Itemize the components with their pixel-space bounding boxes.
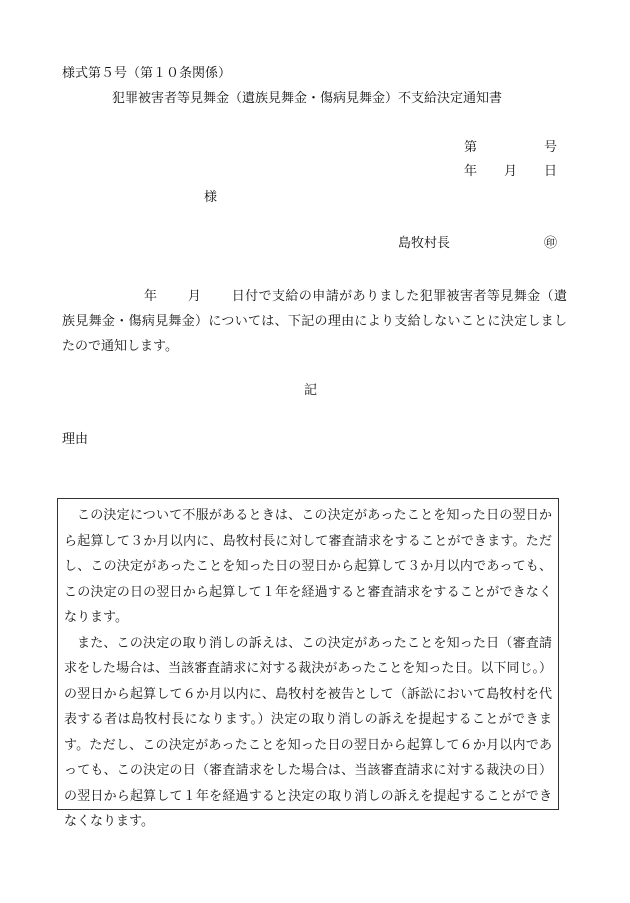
issuer-name: 島牧村長 [398,236,451,251]
date-year-label: 年 [464,164,478,179]
reason-label: 理由 [62,432,89,447]
addressee-honorific: 様 [204,190,218,205]
ki-heading: 記 [304,383,318,398]
date-day-label: 日 [544,164,558,179]
appeal-notice-box [57,498,559,829]
document-title: 犯罪被害者等見舞金（遺族見舞金・傷病見舞金）不支給決定通知書 [112,91,503,106]
appeal-paragraph-1: この決定について不服があるときは、この決定があったことを知った日の翌日から起算して３か月以内に、島牧村長に対して審査請求をすることができます。ただし、この決定があったことを知った日の翌日から起算して３か月以内であっても、この決定の日の翌日から起算して１年を経過すると審査請求をすることができなくなります。 [64,508,552,625]
notice-body [62,284,567,359]
body-month-label: 月 [187,289,202,304]
body-year-label: 年 [144,289,158,304]
number-prefix: 第 [464,140,478,155]
seal-mark: ㊞ [544,236,558,251]
date-month-label: 月 [504,164,518,179]
number-suffix: 号 [544,140,558,155]
appeal-paragraph-2: また、この決定の取り消しの訴えは、この決定があったことを知った日（審査請求をした場合は、当該審査請求に対する裁決があったことを知った日。以下同じ。）の翌日から起算して６か月以内に、島牧村を被告として（訴訟において島牧村を代表する者は島牧村長になります。）決定の取り消しの訴えを提起することができます。ただし、この決定があったことを知った日の翌日から起算して６か月以内であっても、この決定の日（審査請求をした場合は、当該審査請求に対する裁決の日）の翌日から起算して１年を経過すると決定の取り消しの訴えを提起することができなくなります。 [64,635,552,829]
form-label: 様式第５号（第１０条関係） [62,66,232,81]
body-text: 日付で支給の申請がありました犯罪被害者等見舞金（遺族見舞金・傷病見舞金）については、下記の理由により支給しないことに決定しましたので通知します。 [62,289,567,354]
